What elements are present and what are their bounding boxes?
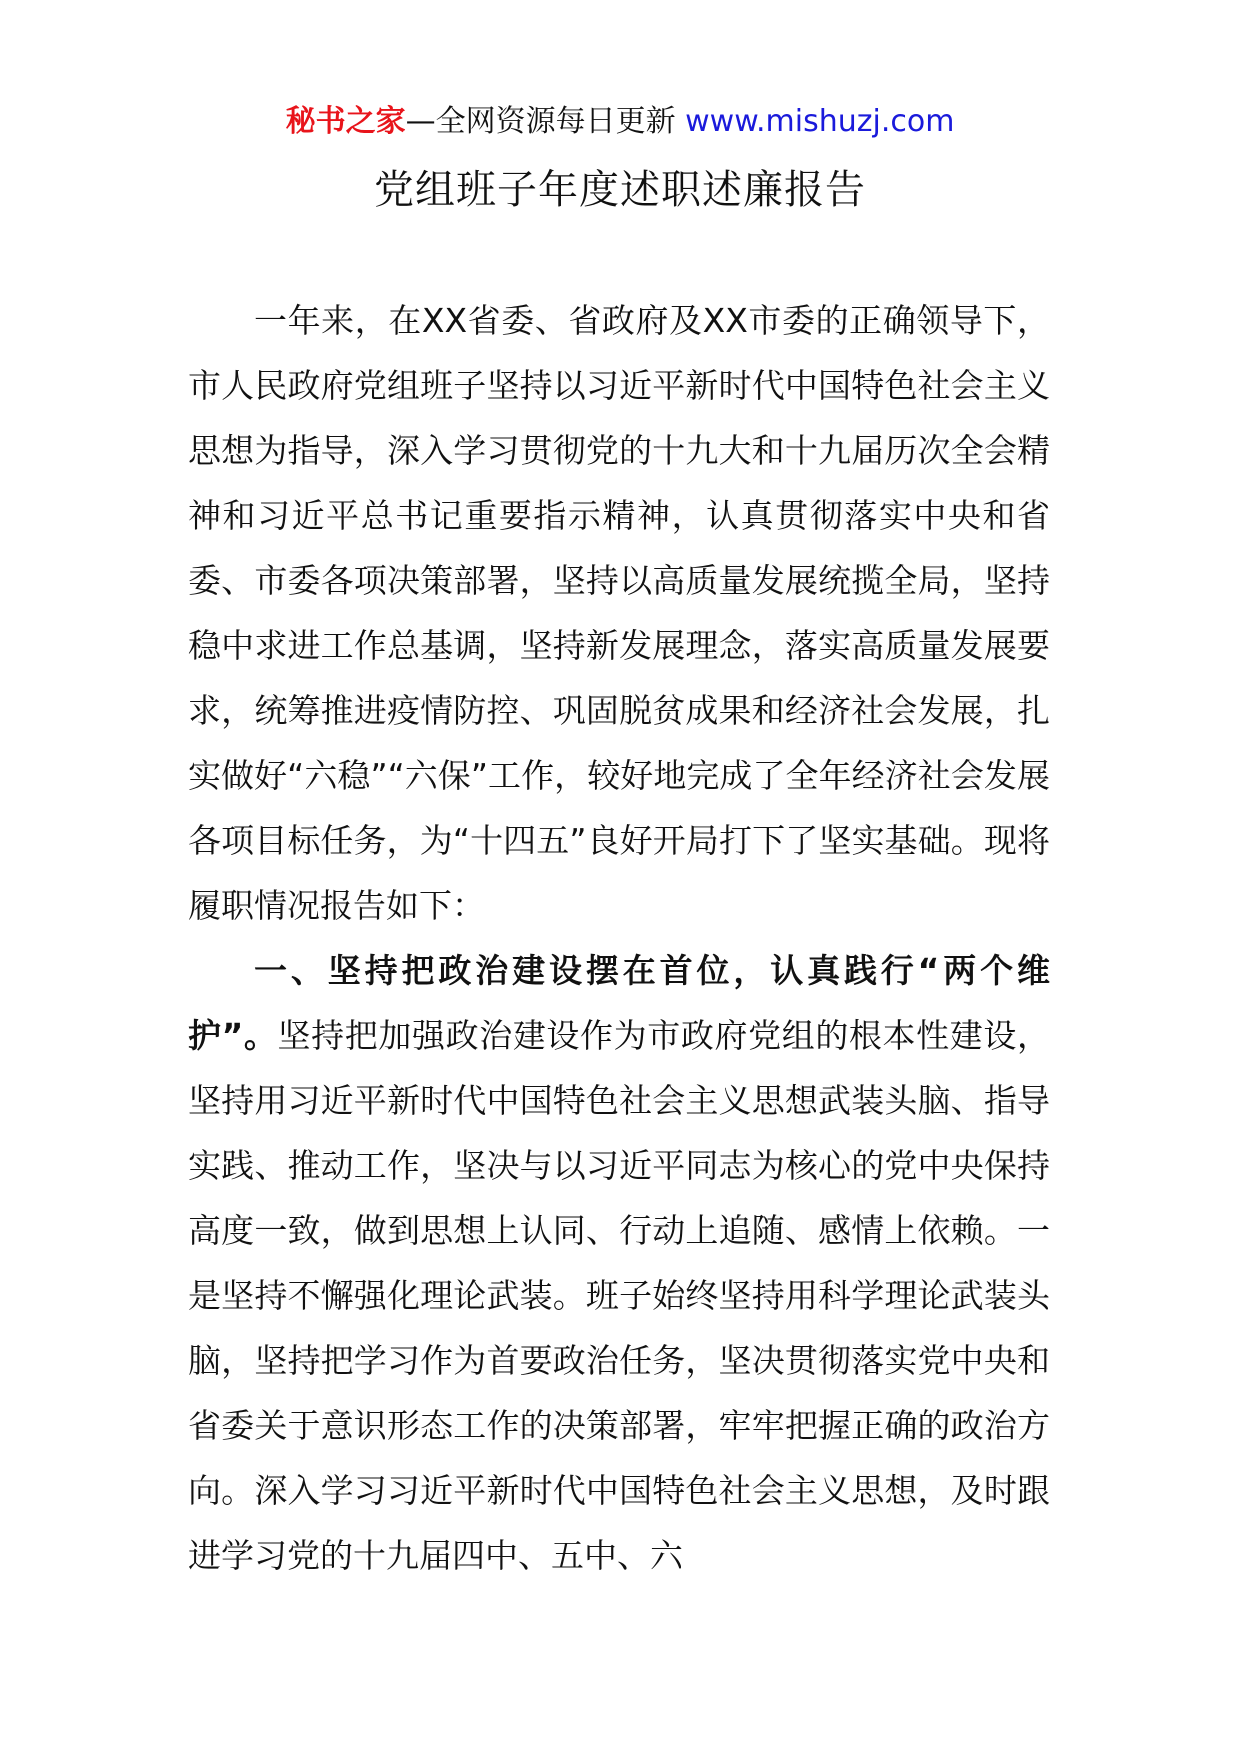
document-title: 党组班子年度述职述廉报告: [374, 167, 866, 213]
document-body: [188, 288, 1050, 1588]
site-tagline: —全网资源每日更新: [405, 104, 676, 139]
section-1-paragraph: [188, 938, 1050, 1588]
site-brand: 秘书之家: [285, 104, 406, 139]
site-url-link[interactable]: www.mishuzj.com: [685, 104, 955, 139]
site-header: [0, 100, 1240, 144]
section-1-heading: 一、坚持把政治建设摆在首位，认真践行“两个维护”。: [188, 951, 1050, 1055]
section-1-text: 坚持把加强政治建设作为市政府党组的根本性建设，坚持用习近平新时代中国特色社会主义思想武装头脑、指导实践、推动工作，坚决与以习近平同志为核心的党中央保持高度一致，做到思想上认同、行动上追随、感情上依赖。一是坚持不懈强化理论武装。班子始终坚持用科学理论武装头脑，坚持把学习作为首要政治任务，坚决贯彻落实党中央和省委关于意识形态工作的决策部署，牢牢把握正确的政治方向。深入学习习近平新时代中国特色社会主义思想，及时跟进学习党的十九届四中、五中、六: [188, 1016, 1050, 1575]
intro-paragraph: 一年来，在XX省委、省政府及XX市委的正确领导下，市人民政府党组班子坚持以习近平新时代中国特色社会主义思想为指导，深入学习贯彻党的十九大和十九届历次全会精神和习近平总书记重要指示精神，认真贯彻落实中央和省委、市委各项决策部署，坚持以高质量发展统揽全局，坚持稳中求进工作总基调，坚持新发展理念，落实高质量发展要求，统筹推进疫情防控、巩固脱贫成果和经济社会发展，扎实做好“六稳”“六保”工作，较好地完成了全年经济社会发展各项目标任务，为“十四五”良好开局打下了坚实基础。现将履职情况报告如下：: [188, 301, 1050, 925]
